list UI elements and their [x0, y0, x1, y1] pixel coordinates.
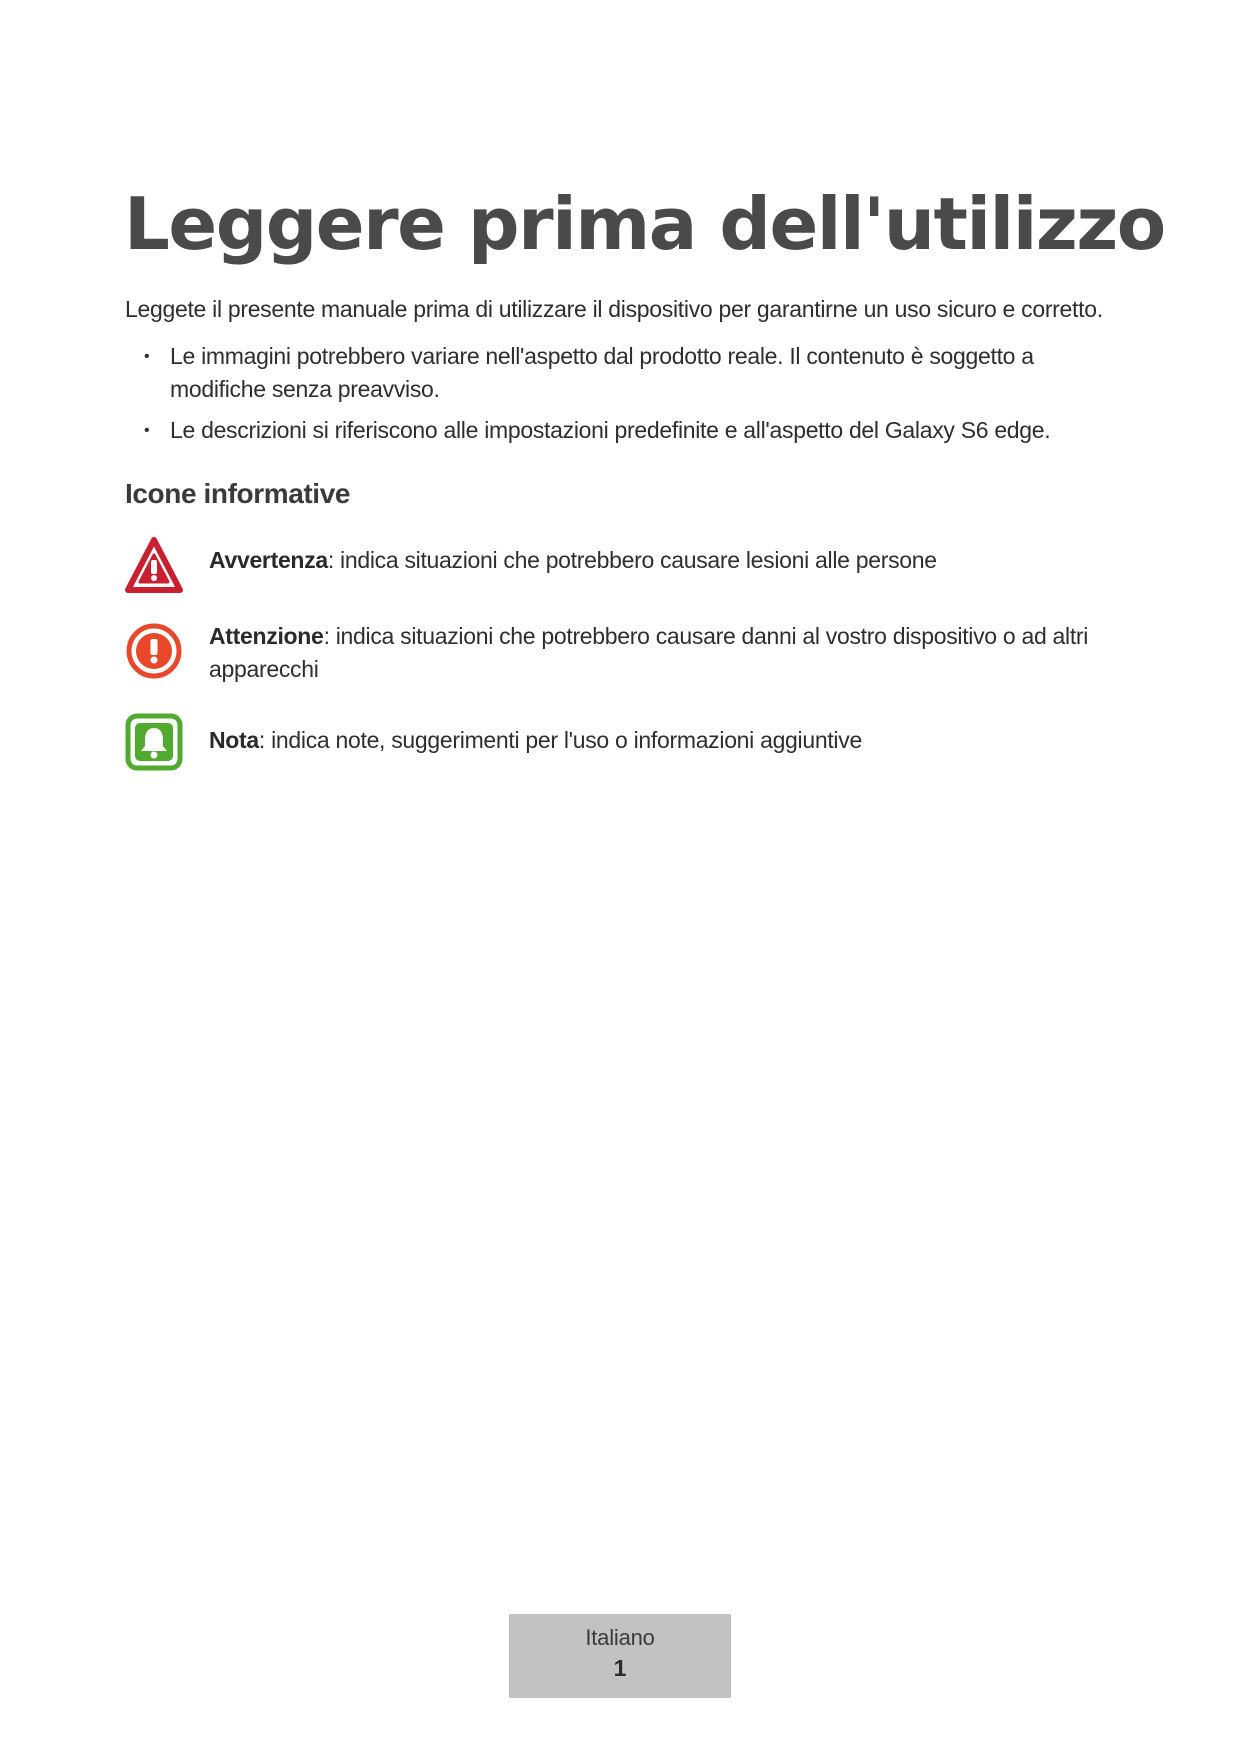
- note-description: indica note, suggerimenti per l'uso o informazioni aggiuntive: [265, 727, 862, 753]
- footer-language: Italiano: [585, 1625, 655, 1650]
- page-footer: [509, 1614, 731, 1698]
- list-item: [125, 340, 1105, 406]
- caution-text: [209, 620, 1109, 686]
- note-bell-icon: [124, 712, 184, 772]
- caution-term: Attenzione: [209, 623, 324, 649]
- page-number: 1: [613, 1655, 627, 1681]
- intro-paragraph: Leggete il presente manuale prima di utilizzare il dispositivo per garantirne un uso sicuro e corretto.: [125, 296, 1103, 322]
- caution-description: indica situazioni che potrebbero causare danni al vostro dispositivo o ad altri apparecchi: [209, 623, 1089, 682]
- warning-text: [209, 544, 1109, 577]
- warning-description: indica situazioni che potrebbero causare lesioni alle persone: [333, 547, 937, 573]
- list-item-text: Le immagini potrebbero variare nell'aspetto dal prodotto reale. Il contenuto è soggetto a modifiche senza preavviso.: [170, 343, 1034, 402]
- bullet-icon: •: [144, 422, 150, 439]
- note-term: Nota: [209, 727, 259, 753]
- warning-triangle-icon: [124, 536, 184, 596]
- list-item: [125, 414, 1105, 447]
- note-text: [209, 724, 1109, 757]
- warning-term: Avvertenza: [209, 547, 328, 573]
- section-heading-icons: Icone informative: [125, 478, 351, 509]
- list-item-text: Le descrizioni si riferiscono alle impostazioni predefinite e all'aspetto del Galaxy S6 edge.: [170, 417, 1051, 443]
- caution-circle-icon: [124, 620, 184, 680]
- bullet-icon: •: [144, 348, 150, 365]
- notice-list: [125, 340, 1105, 455]
- caution-separator: :: [323, 623, 330, 649]
- page-title: Leggere prima dell'utilizzo: [124, 182, 1165, 266]
- note-separator: :: [258, 727, 266, 753]
- warning-separator: :: [327, 547, 334, 573]
